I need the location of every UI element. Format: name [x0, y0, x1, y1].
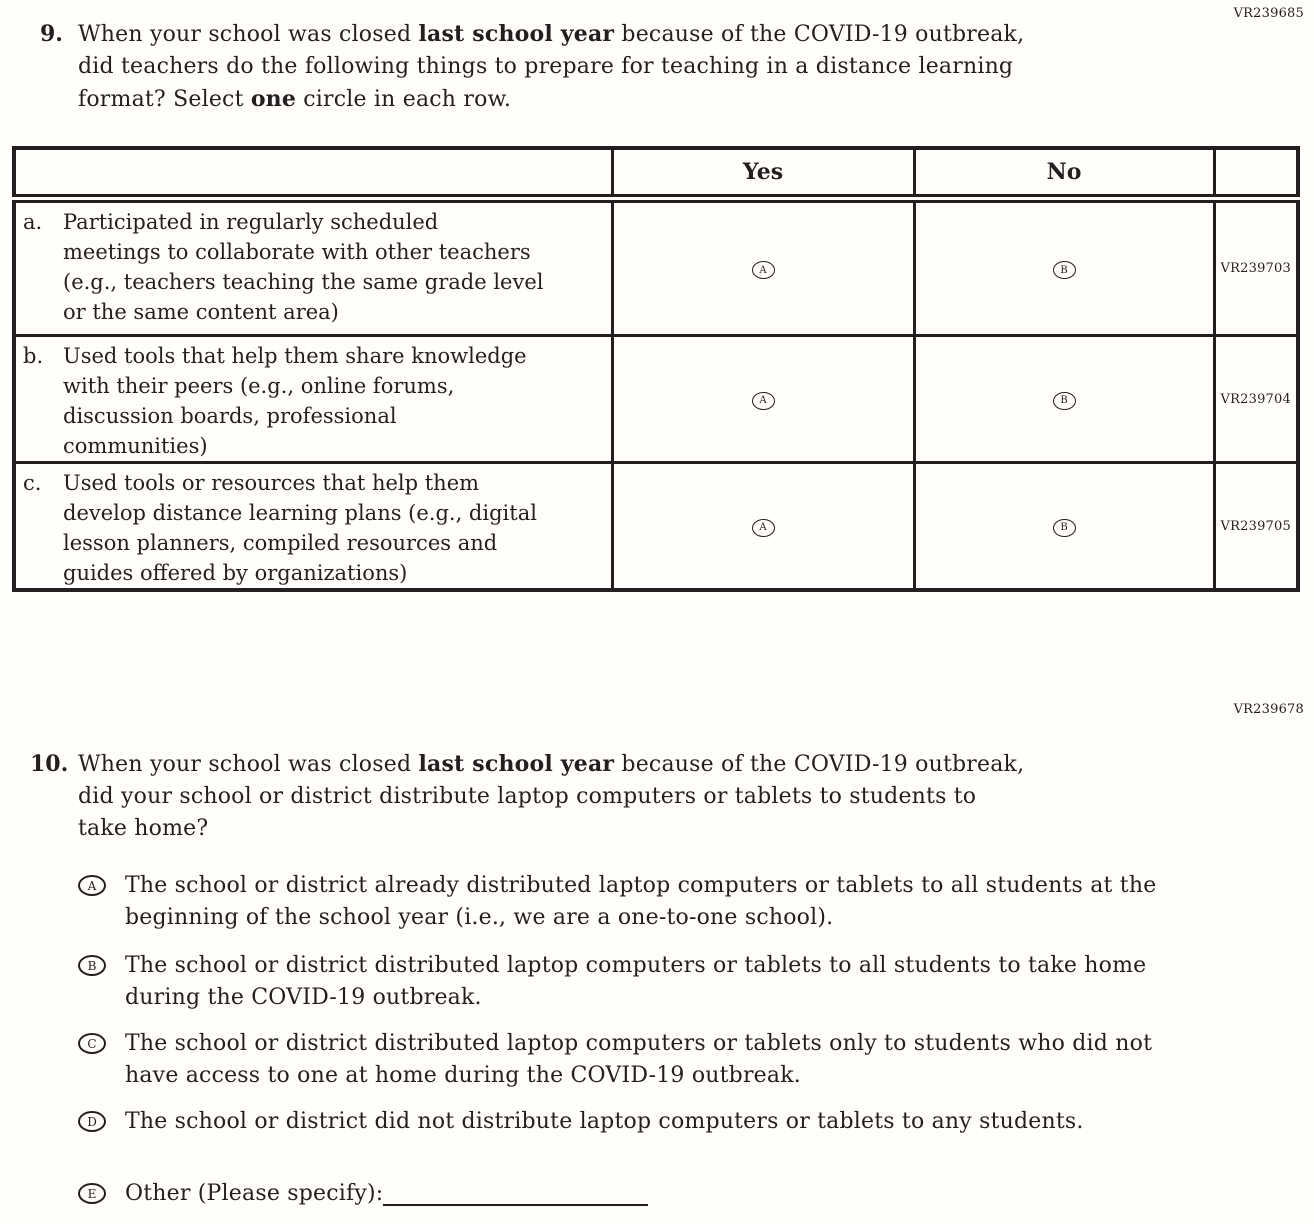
q10-option-c — [78, 1028, 1152, 1092]
q10-option-d-bubble[interactable]: D — [78, 1111, 106, 1132]
row-b-letter: b. — [23, 344, 44, 368]
question-9-text: When your school was closed last school year because of the COVID-19 outbreak, did teachers do the following things to prepare for teaching in a distance learning format? Select one circle in each row. — [78, 21, 1025, 112]
row-b-yes-cell — [612, 336, 914, 463]
row-a-letter: a. — [23, 210, 43, 234]
question-10 — [30, 748, 1024, 845]
q10-option-d — [78, 1106, 1084, 1138]
table-header-code — [1214, 148, 1298, 199]
q9-row-a-yes-bubble[interactable]: A — [752, 261, 775, 279]
q10-option-a-bubble[interactable]: A — [78, 875, 106, 896]
row-b-stem — [14, 336, 612, 463]
q10-option-b — [78, 950, 1146, 1014]
q10-option-e-bubble[interactable]: E — [78, 1183, 106, 1204]
question-10-text: When your school was closed last school year because of the COVID-19 outbreak, did your school or district distribute laptop computers or tablets to students to take home? — [78, 751, 1025, 841]
row-c-text: Used tools or resources that help them develop distance learning plans (e.g., digital lesson planners, compiled resources and guides offered by organizations) — [63, 471, 537, 585]
row-a-text: Participated in regularly scheduled meetings to collaborate with other teachers (e.g., teachers teaching the same grade level or the same content area) — [63, 210, 544, 324]
q9-row-c-no-bubble[interactable]: B — [1053, 519, 1076, 537]
question-10-number: 10. — [30, 751, 69, 777]
row-a-stem — [14, 199, 612, 336]
row-c-code: VR239705 — [1214, 463, 1298, 591]
q10-option-e-text: Other (Please specify): — [125, 1178, 648, 1210]
table-header-yes: Yes — [612, 148, 914, 199]
row-b-no-cell — [914, 336, 1214, 463]
q9-row-c-yes-bubble[interactable]: A — [752, 519, 775, 537]
q10-option-c-text: The school or district distributed laptop computers or tablets only to students who did not have access to one at home during the COVID-19 outbreak. — [125, 1031, 1153, 1088]
form-code-q10: VR239678 — [1233, 702, 1304, 717]
q9-row-b-yes-bubble[interactable]: A — [752, 392, 775, 410]
q9-row-b-no-bubble[interactable]: B — [1053, 392, 1076, 410]
q10-option-d-text: The school or district did not distribute laptop computers or tablets to any students. — [125, 1109, 1084, 1134]
table-row-c — [14, 463, 1298, 591]
q10-option-a-text: The school or district already distributed laptop computers or tablets to all students at the beginning of the school year (i.e., we are a one-to-one school). — [125, 873, 1157, 930]
row-b-text: Used tools that help them share knowledge with their peers (e.g., online forums, discussion boards, professional communities) — [63, 344, 527, 458]
row-c-stem — [14, 463, 612, 591]
table-row-b — [14, 336, 1298, 463]
row-a-code: VR239703 — [1214, 199, 1298, 336]
q10-option-a — [78, 870, 1156, 934]
row-c-letter: c. — [23, 471, 42, 495]
question-9-number: 9. — [40, 21, 63, 47]
table-header-row — [14, 148, 1298, 199]
row-a-no-cell — [914, 199, 1214, 336]
table-header-no: No — [914, 148, 1214, 199]
form-code-q9: VR239685 — [1233, 6, 1304, 21]
q9-response-table — [12, 146, 1300, 592]
q10-option-e — [78, 1178, 648, 1210]
table-row-a — [14, 199, 1298, 336]
row-c-yes-cell — [612, 463, 914, 591]
row-b-code: VR239704 — [1214, 336, 1298, 463]
other-specify-blank[interactable] — [383, 1199, 648, 1206]
table-header-stem — [14, 148, 612, 199]
q10-option-b-text: The school or district distributed laptop computers or tablets to all students to take home during the COVID-19 outbreak. — [125, 953, 1147, 1010]
q10-option-b-bubble[interactable]: B — [78, 955, 106, 976]
q9-table-body — [14, 199, 1298, 591]
question-9 — [40, 18, 1024, 116]
row-c-no-cell — [914, 463, 1214, 591]
q9-row-a-no-bubble[interactable]: B — [1053, 261, 1076, 279]
q10-option-c-bubble[interactable]: C — [78, 1033, 106, 1054]
row-a-yes-cell — [612, 199, 914, 336]
